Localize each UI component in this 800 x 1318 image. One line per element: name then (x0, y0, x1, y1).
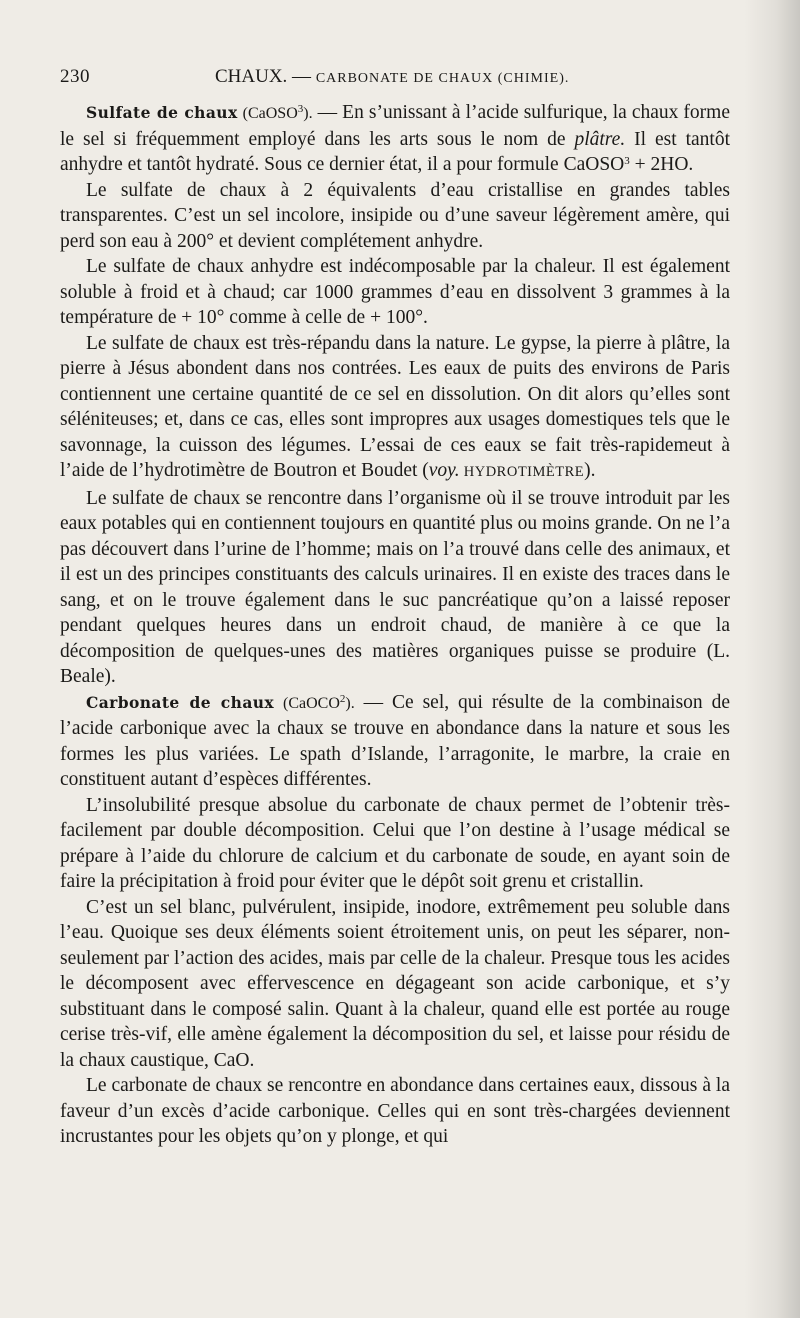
carbonate-paragraph-2: L’insolubilité presque absolue du carbonate de chaux permet de l’obtenir très-facilement par double décomposition. Celui que l’on destine à l’usage médical se prépare à l’aide du chlorure de calcium et du carbonate de soude, en ayant soin de faire la précipitation à froid pour éviter que le dépôt soit grenu et cristallin. (60, 794, 730, 892)
carbonate-paragraph-4: Le carbonate de chaux se rencontre en abondance dans certaines eaux, dissous à la faveur d’un excès d’acide carbonique. Celles qui en sont très-chargées deviennent incrustantes pour les objets qu’on y plonge, et qui (60, 1075, 730, 1147)
italic-platre: plâtre. (574, 128, 626, 150)
carbonate-paragraph-3: C’est un sel blanc, pulvérulent, insipide, inodore, extrêmement peu soluble dans l’eau. Quoique ses deux éléments soient étroitement unis, on peut les séparer, non-seulement par l’action des acides, mais par celle de la chaleur. Presque tous les acides le décomposent avec effervescence en dégageant son acide carbonique, et s’y substituant dans le composé salin. Quant à la chaleur, quand elle est portée au rouge cerise très-vif, elle amène également la décomposition du sel, et laisse pour résidu de la chaux caustique, CaO. (60, 896, 730, 1071)
formula-carbonate: (CaOCO$^2$). (282, 692, 355, 712)
section-title-sulfate: Sulfate de chaux (86, 103, 238, 122)
running-head-sub: CARBONATE DE CHAUX (CHIMIE). (315, 71, 570, 86)
page-number: 230 (60, 66, 90, 87)
sulfate-paragraph-2: Le sulfate de chaux à 2 équivalents d’eau cristallise en grandes tables transparentes. C’est un sel incolore, insipide ou d’une saveur légèrement amère, qui perd son eau à 200° et devient complétement anhydre. (60, 179, 730, 252)
formula-sulfate: (CaOSO$^3$). (242, 103, 313, 122)
sulfate-paragraph-5: Le sulfate de chaux se rencontre dans l’organisme où il se trouve introduit par les eaux potables qui en contiennent toujours en quantité plus ou moins grande. On ne l’a pas découvert dans l’urine de l’homme; mais on l’a trouvé dans celle des animaux, et il est un des principes constituants des calculs urinaires. Il en existe des traces dans le sang, et on le trouve également dans le suc pancréatique qu’on a laissé reposer pendant quelques heures dans un endroit chaud, de manière à ce que la décomposition de quelques-unes des matières organiques puisse se produire (L. Beale). (60, 487, 730, 687)
sulfate-paragraph-4: Le sulfate de chaux est très-répandu dans la nature. Le gypse, la pierre à plâtre, la pierre à Jésus abondent dans nos contrées. Les eaux de puits des environs de Paris contiennent une certaine quantité de ce sel en dissolution. On dit alors qu’elles sont séléniteuses; et, dans ce cas, elles sont impropres aux usages domestiques tels que le savonnage, la cuisson des légumes. L’essai de ces eaux se fait très-rapidemeut à l’aide de l’hydrotimètre de Boutron et Boudet (voy. HYDROTIMÈTRE). (60, 332, 730, 481)
running-head-main: CHAUX. — (215, 66, 316, 87)
page-header (60, 66, 740, 94)
sulfate-paragraph-1: Sulfate de chaux (CaOSO$^3$). — En s’unissant à l’acide sulfurique, la chaux forme le sel si fréquemment employé dans les arts sous le nom de plâtre. Il est tantôt anhydre et tantôt hydraté. Sous ce dernier état, il a pour formule CaOSO$^3$ + 2HO. (60, 102, 730, 175)
carbonate-paragraph-1: Carbonate de chaux (CaOCO$^2$). — Ce sel, qui résulte de la combinaison de l’acide carbonique avec la chaux se trouve en abondance dans la nature et sous les formes les plus variées. Le spath d’Islande, l’arragonite, le marbre, la craie en constituent autant d’espèces différentes. (60, 691, 730, 790)
small-caps-hydrotimetre: HYDROTIMÈTRE (459, 464, 585, 480)
section-title-carbonate: Carbonate de chaux (86, 692, 275, 712)
sulfate-paragraph-3: Le sulfate de chaux anhydre est indécomposable par la chaleur. Il est également soluble à froid et à chaud; car 1000 grammes d’eau en dissolvent 3 grammes à la température de + 10° comme à celle de + 100°. (60, 256, 730, 328)
italic-voy: voy. (428, 460, 460, 481)
running-head (215, 66, 569, 88)
page-body (60, 100, 730, 1150)
